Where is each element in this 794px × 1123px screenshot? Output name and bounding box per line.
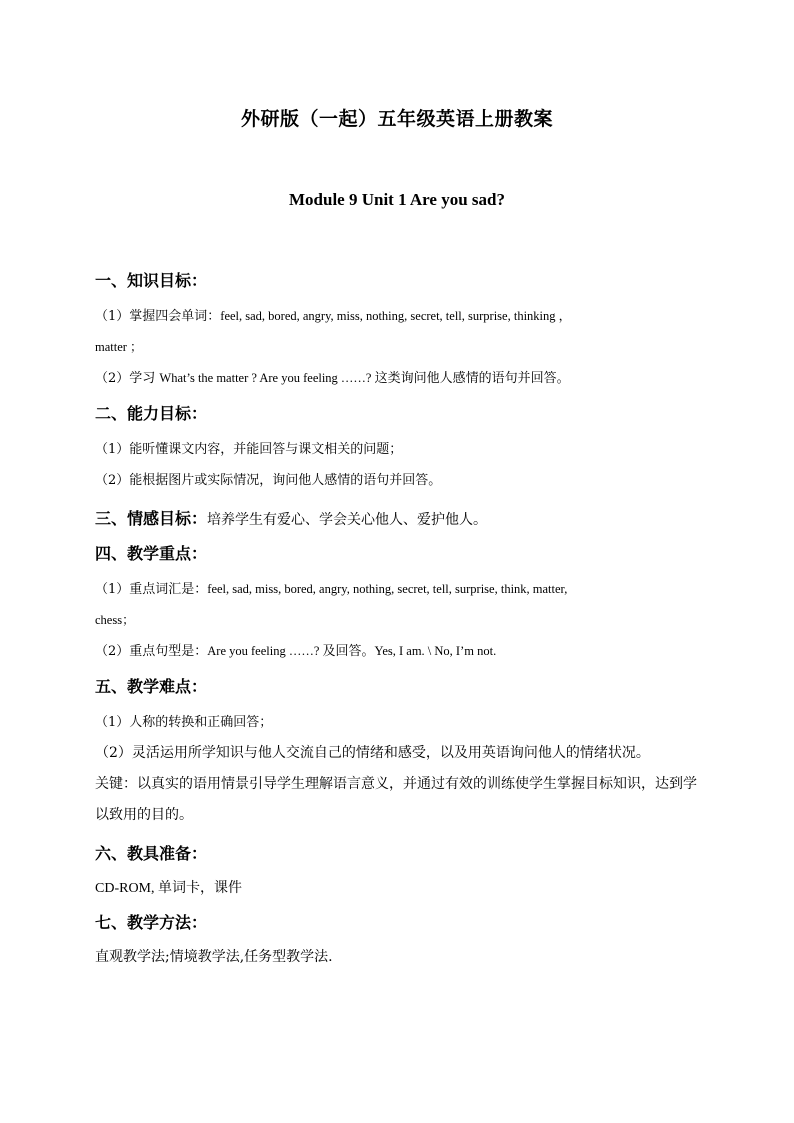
vocabulary-list: feel, sad, bored, angry, miss, nothing, secret, tell, surprise, thinking ，: [220, 309, 572, 323]
item-prefix: （1）重点词汇是：: [95, 582, 208, 597]
key-sentence-pattern: Are you feeling ……?: [207, 644, 323, 658]
teaching-focus-item-1-continued: [95, 605, 700, 636]
section-heading-ability-goals: 二、能力目标：: [95, 404, 208, 423]
ability-goal-item-2: （2）能根据图片或实际情况，询问他人感情的语句并回答。: [95, 473, 442, 488]
difficulty-item-1: （1）人称的转换和正确回答；: [95, 715, 273, 730]
knowledge-goal-item-2: [95, 363, 700, 394]
answer-pattern: Yes, I am. \ No, I’m not.: [374, 644, 497, 658]
section-heading-teaching-methods: 七、教学方法：: [95, 913, 208, 932]
key-vocabulary-list: feel, sad, miss, bored, angry, nothing, secret, tell, surprise, think, matter,: [207, 582, 568, 596]
emotional-goal-text: 培养学生有爱心、学会关心他人、爱护他人。: [207, 512, 488, 528]
item-middle: 及回答。: [322, 644, 375, 659]
section-heading-knowledge-goals: 一、知识目标：: [95, 271, 208, 290]
heading-label: 三、情感目标：: [95, 509, 208, 528]
teaching-methods-text: 直观教学法;情境教学法,任务型教学法.: [95, 949, 333, 965]
section-heading-teaching-focus: 四、教学重点：: [95, 544, 208, 563]
item-suffix: 这类询问他人感情的语句并回答。: [374, 371, 570, 386]
difficulty-item-2: （2）灵活运用所学知识与他人交流自己的情绪和感受，以及用英语询问他人的情绪状况。: [95, 745, 650, 761]
document-subtitle: Module 9 Unit 1 Are you sad?: [289, 190, 505, 209]
section-heading-emotional-goals: [95, 508, 700, 531]
teaching-aids-text: [95, 877, 700, 900]
document-body: [95, 270, 700, 968]
teaching-aids-english: CD-ROM,: [95, 881, 159, 896]
ability-goal-item-1: （1）能听懂课文内容，并能回答与课文相关的问题；: [95, 442, 403, 457]
sentence-pattern: What’s the matter ? Are you feeling ……?: [159, 371, 375, 385]
teaching-focus-item-1: [95, 574, 700, 605]
document-title: 外研版（一起）五年级英语上册教案: [240, 108, 553, 130]
vocabulary-list-continued: matter ；: [95, 340, 143, 354]
section-heading-teaching-aids: 六、教具准备：: [95, 844, 208, 863]
item-prefix: （1）掌握四会单词：: [95, 309, 221, 324]
key-vocabulary-continued: chess；: [95, 613, 135, 627]
difficulty-key-point: 关键：以真实的语用情景引导学生理解语言意义，并通过有效的训练使学生掌握目标知识，达到学以致用的目的。: [95, 776, 697, 823]
teaching-focus-item-2: [95, 636, 700, 667]
teaching-aids-chinese: 单词卡，课件: [158, 880, 243, 896]
item-prefix: （2）重点句型是：: [95, 644, 208, 659]
item-prefix: （2）学习: [95, 371, 160, 386]
section-heading-teaching-difficulties: 五、教学难点：: [95, 677, 208, 696]
knowledge-goal-item-1: [95, 301, 700, 332]
knowledge-goal-item-1-continued: [95, 332, 700, 363]
